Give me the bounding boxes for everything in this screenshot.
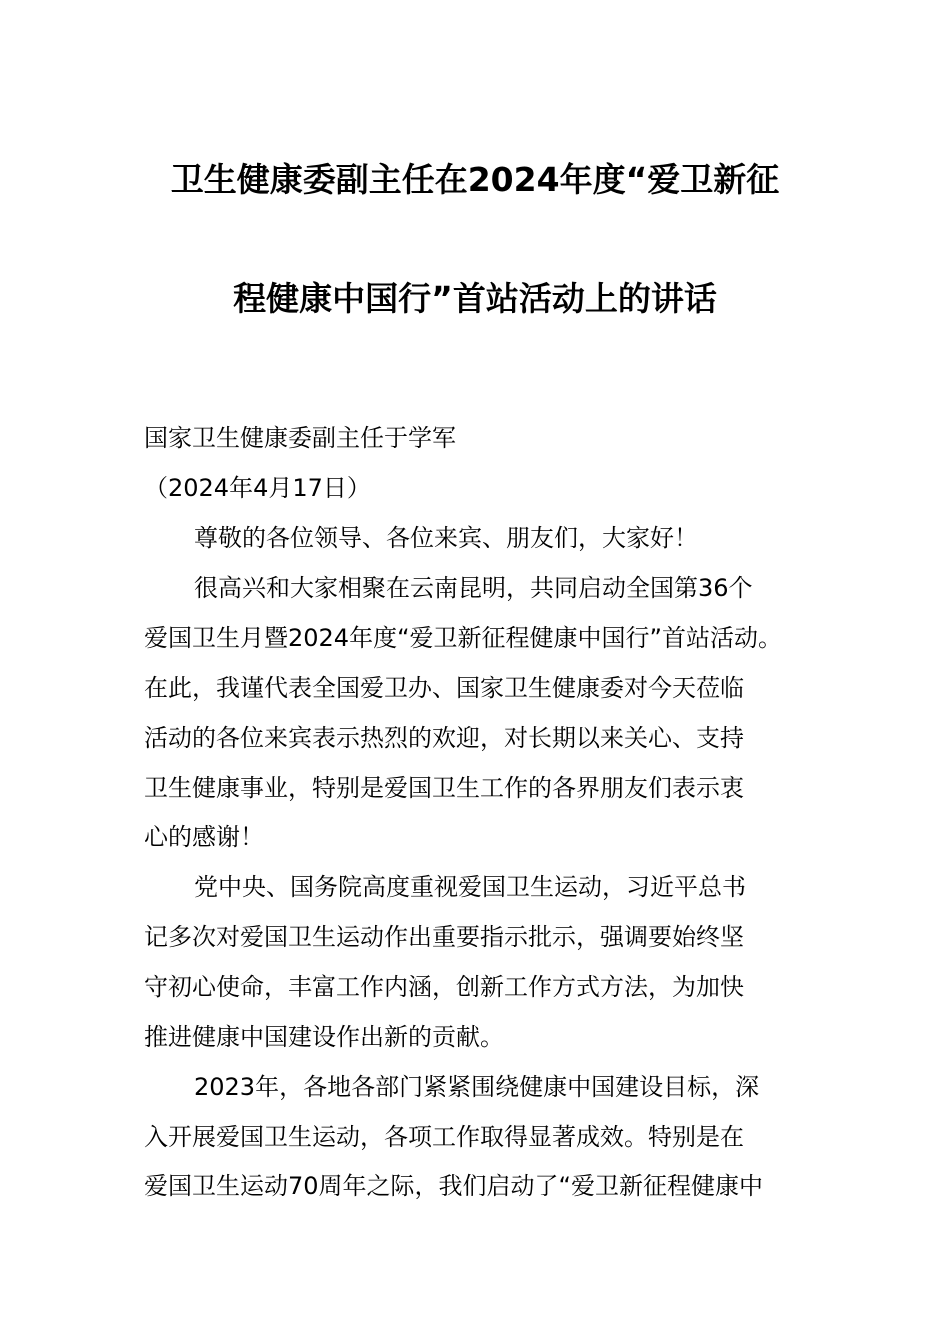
body-line: 在此，我谨代表全国爱卫办、国家卫生健康委对今天莅临 [144,674,744,702]
body-line: 活动的各位来宾表示热烈的欢迎，对长期以来关心、支持 [144,724,744,752]
body-line: 卫生健康事业，特别是爱国卫生工作的各界朋友们表示衷 [144,774,744,802]
body-line: 入开展爱国卫生运动，各项工作取得显著成效。特别是在 [144,1123,744,1151]
date-line: （2024年4月17日） [144,474,371,502]
body-line: 爱国卫生月暨2024年度“爱卫新征程健康中国行”首站活动。 [144,624,782,652]
body-line: 尊敬的各位领导、各位来宾、朋友们，大家好！ [194,524,698,552]
author-line: 国家卫生健康委副主任于学军 [144,424,456,452]
body-line: 党中央、国务院高度重视爱国卫生运动，习近平总书 [194,873,746,901]
body-line: 爱国卫生运动70周年之际，我们启动了“爱卫新征程健康中 [144,1172,763,1200]
body-line: 记多次对爱国卫生运动作出重要指示批示，强调要始终坚 [144,923,744,951]
title-line-2: 程健康中国行”首站活动上的讲话 [233,279,717,318]
body-line: 2023年，各地各部门紧紧围绕健康中国建设目标，深 [194,1073,760,1101]
body-line: 守初心使命，丰富工作内涵，创新工作方式方法，为加快 [144,973,744,1001]
body-line: 推进健康中国建设作出新的贡献。 [144,1023,504,1051]
body-line: 很高兴和大家相聚在云南昆明，共同启动全国第36个 [194,574,753,602]
title-line-1: 卫生健康委副主任在2024年度“爱卫新征 [170,160,780,199]
body-line: 心的感谢！ [144,823,264,851]
